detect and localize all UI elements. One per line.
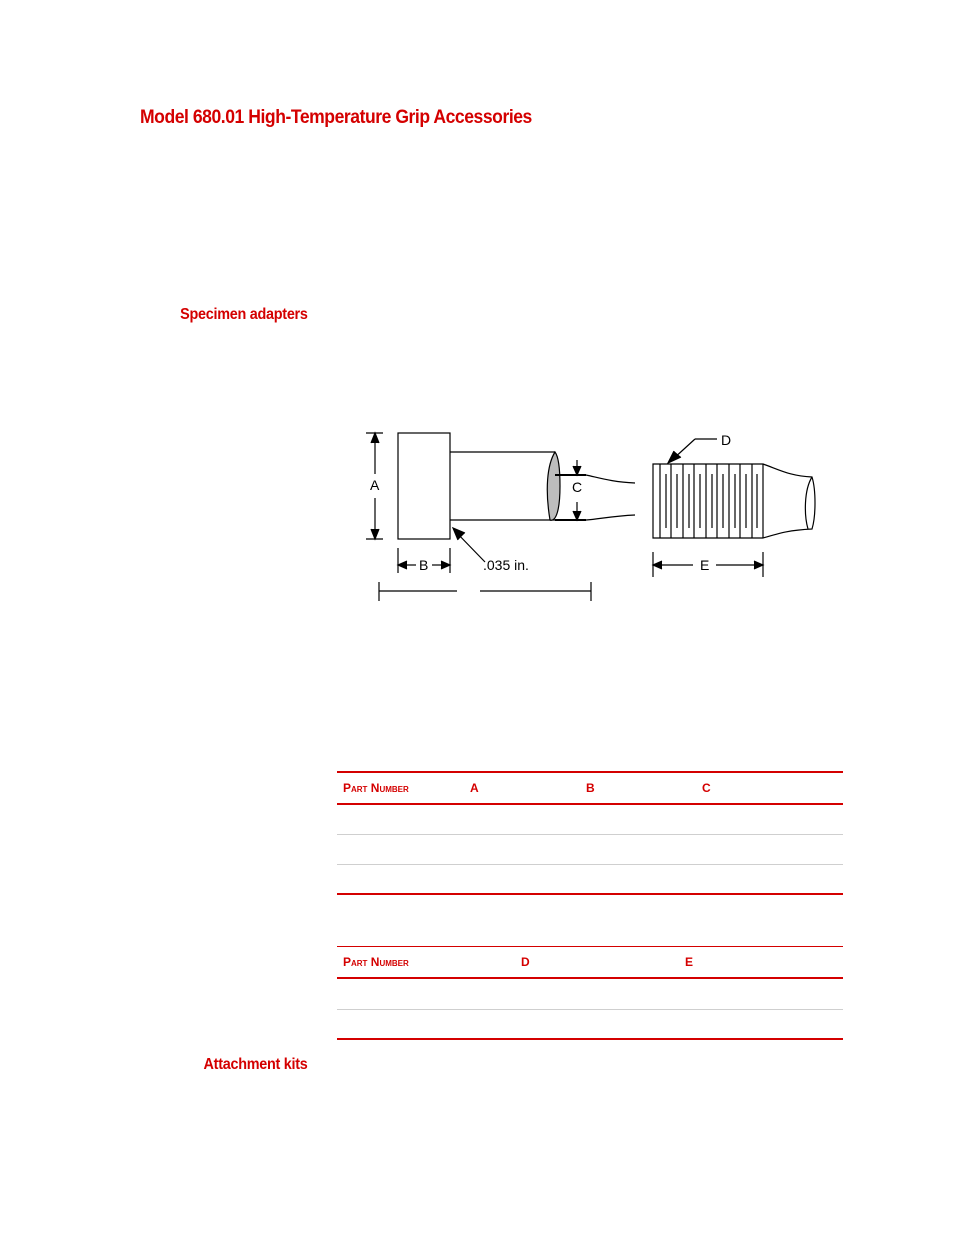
- dim-a-arrow-up: [371, 433, 379, 443]
- dim-e-arrow-right: [754, 561, 763, 569]
- clearance-arrow: [453, 528, 465, 540]
- table-header: [337, 771, 843, 805]
- label-d: D: [721, 432, 732, 448]
- specimen-neck-top: [586, 475, 635, 483]
- specimen-adapter-diagram: [350, 420, 850, 610]
- dim-b-arrow-right: [441, 561, 450, 569]
- specimen-break: [805, 477, 812, 529]
- table-header: [337, 946, 843, 979]
- specimen-adapters-heading: Specimen adapters: [180, 306, 308, 323]
- dimensions-de-table: [337, 946, 843, 1040]
- header-b: B: [586, 781, 595, 795]
- table-row: [337, 979, 843, 1010]
- table-row: [337, 835, 843, 865]
- table-row: [337, 865, 843, 895]
- dim-a-arrow-down: [371, 529, 379, 539]
- header-c: C: [702, 781, 711, 795]
- header-a: A: [470, 781, 479, 795]
- shank-break: [547, 452, 560, 520]
- table-row: [337, 805, 843, 835]
- thread-lines: [660, 464, 763, 538]
- label-a: A: [370, 477, 380, 493]
- dim-c-arrow-top: [573, 466, 581, 475]
- header-part-number: Part Number: [343, 781, 409, 795]
- label-e: E: [700, 557, 710, 573]
- label-b: B: [419, 557, 429, 573]
- dim-c-arrow-bottom: [573, 511, 581, 520]
- dimensions-abc-table: [337, 771, 843, 895]
- page-title: Model 680.01 High-Temperature Grip Accessories: [140, 106, 532, 128]
- dim-b-arrow-left: [398, 561, 407, 569]
- label-clearance: .035 in.: [483, 557, 529, 573]
- adapter-head: [398, 433, 450, 539]
- specimen-neck-bottom: [586, 515, 635, 520]
- header-part-number: Part Number: [343, 955, 409, 969]
- header-e: E: [685, 955, 694, 969]
- header-d: D: [521, 955, 530, 969]
- attachment-kits-heading: Attachment kits: [204, 1056, 308, 1073]
- label-c: C: [572, 479, 583, 495]
- dim-e-arrow-left: [653, 561, 662, 569]
- table-row: [337, 1010, 843, 1040]
